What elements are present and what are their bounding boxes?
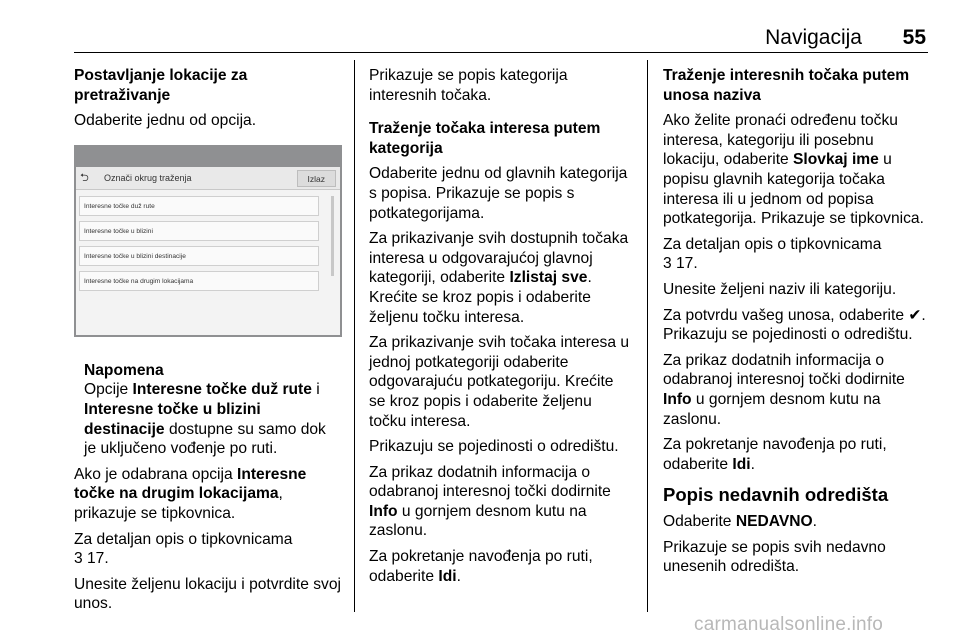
list-item: Interesne točke duž rute (79, 196, 319, 216)
paragraph: Za detaljan opis o tipkovnicama 3 17. (74, 530, 293, 568)
list-item: Interesne točke na drugim lokacijama (79, 271, 319, 291)
paragraph: Unesite željenu lokaciju i potvrdite svoj unos. (74, 575, 341, 613)
page-reference: 3 17. (74, 550, 109, 568)
paragraph: Za pokretanje navođenja po ruti, odaberite Idi. (369, 548, 593, 585)
options-panel (76, 190, 340, 335)
chapter-title: Navigacija (765, 26, 862, 49)
subsection-heading: Traženje točaka interesa putem kategorija (369, 120, 601, 157)
paragraph: Odaberite NEDAVNO. (663, 513, 817, 531)
column-divider-2 (647, 60, 648, 612)
paragraph: Prikazuje se popis kategorija interesnih točaka. (369, 67, 568, 104)
list-item: Interesne točke u blizini (79, 221, 319, 241)
column-3 (663, 66, 929, 583)
paragraph: Za detaljan opis o tipkovnicama 3 17. (663, 235, 882, 273)
paragraph: Za prikaz dodatnih informacija o odabranoj interesnoj točki dodirnite Info u gornjem desnom kutu na zaslonu. (663, 351, 905, 428)
header-rule (74, 52, 928, 53)
page-number: 55 (902, 26, 926, 49)
column-2 (369, 66, 633, 592)
scrollbar (331, 196, 334, 276)
note-title: Napomena (84, 361, 164, 379)
list-item: Interesne točke u blizini destinacije (79, 246, 319, 266)
screen-title: Označi okrug traženja (104, 172, 192, 183)
note-text: Opcije Interesne točke duž rute i Interesne točke u blizini destinacije dostupne su samo dok je uključeno vođenje po ruti. (84, 381, 326, 458)
paragraph: Odaberite jednu od glavnih kategorija s popisa. Prikazuje se popis s potkategorijama. (369, 165, 628, 222)
paragraph: Prikazuje se popis svih nedavno unesenih odredišta. (663, 538, 886, 576)
screen-title-bar (76, 167, 340, 190)
watermark: carmanualsonline.info (694, 614, 884, 635)
paragraph: Za pokretanje navođenja po ruti, odaberite Idi. (663, 436, 887, 473)
section-heading: Popis nedavnih odredišta (663, 484, 889, 506)
back-arrow-icon: ⮌ (80, 171, 89, 184)
paragraph: Ako želite pronaći određenu točku interesa, kategoriju ili posebnu lokaciju, odaberite Slovkaj ime u popisu glavnih kategorija točaka interesa ili u jednom od popisa potkategorija. Prikazuje se tipkovnica. (663, 112, 924, 228)
page-reference: 3 17. (663, 255, 698, 273)
paragraph: Za potvrdu vašeg unosa, odaberite ✔. Prikazuju se pojedinosti o odredištu. (663, 306, 926, 344)
section-heading: Postavljanje lokacije za pretraživanje (74, 67, 248, 104)
checkmark-icon: ✔ (908, 306, 922, 324)
paragraph: Ako je odabrana opcija Interesne točke na drugim lokacijama, prikazuje se tipkovnica. (74, 465, 307, 522)
screen-screenshot (74, 145, 342, 337)
exit-button: Izlaz (297, 170, 336, 187)
subsection-heading: Traženje interesnih točaka putem unosa naziva (663, 67, 910, 104)
paragraph: Za prikaz dodatnih informacija o odabranoj interesnoj točki dodirnite Info u gornjem desnom kutu na zaslonu. (369, 463, 611, 540)
note-box (74, 361, 342, 459)
paragraph: Za prikazivanje svih točaka interesa u jednoj potkategoriji odaberite odgovarajuću potkategoriju. Krećite se kroz popis i odaberite željenu točku interesa. (369, 334, 630, 430)
page-header (74, 26, 928, 52)
column-divider-1 (354, 60, 355, 612)
paragraph: Prikazuju se pojedinosti o odredištu. (369, 438, 619, 456)
column-1 (74, 66, 342, 620)
paragraph: Odaberite jednu od opcija. (74, 112, 257, 130)
paragraph: Za prikazivanje svih dostupnih točaka interesa u odgovarajućoj glavnoj kategoriji, odaberite Izlistaj sve. Krećite se kroz popis i odaberite željenu točku interesa. (369, 230, 629, 326)
paragraph: Unesite željeni naziv ili kategoriju. (663, 280, 897, 298)
